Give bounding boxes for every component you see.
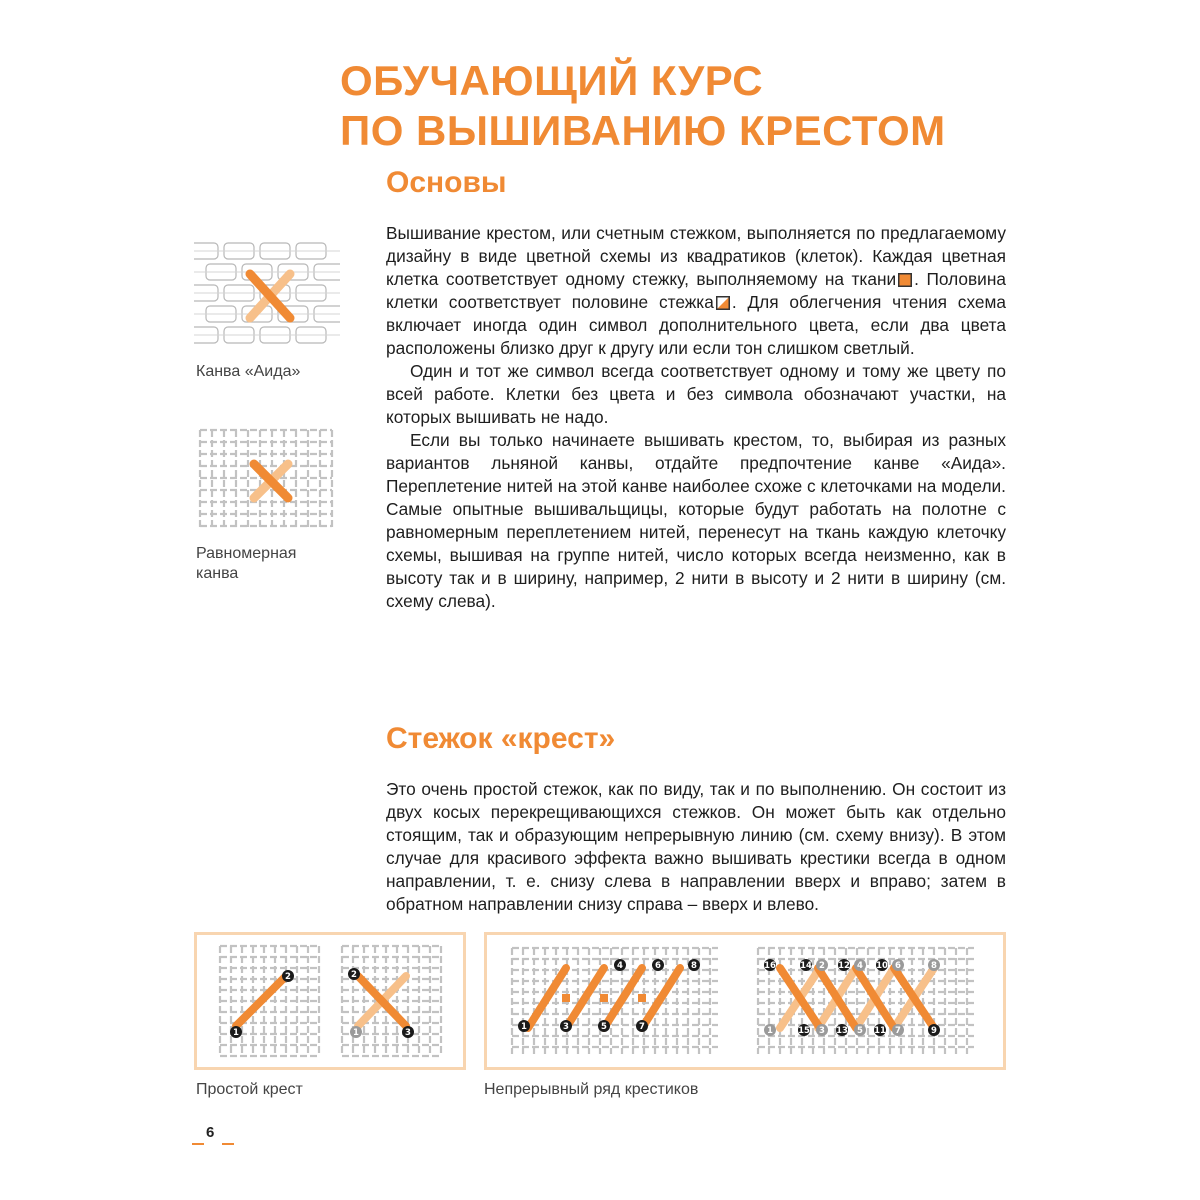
stitch-point-number: 11	[874, 1026, 886, 1036]
stitch-point-number: 6	[655, 961, 661, 971]
stitch-point-number: 3	[563, 1022, 569, 1032]
even-weave-figure	[194, 424, 340, 536]
stitch-point-number: 2	[285, 972, 291, 982]
stitch-point-number: 1	[233, 1028, 239, 1038]
page-title	[340, 56, 946, 156]
stitch-point-number: 4	[617, 961, 623, 971]
stitch-point-number: 1	[353, 1028, 359, 1038]
basics-paragraph-2: Один и тот же символ всегда соответствует одному и тому же цвету по всей работе. Клетки без цвета и без символа обозначают участки, на которых вышивать не надо.	[386, 361, 1006, 427]
page-number-bar-right	[222, 1143, 234, 1145]
simple-cross-caption: Простой крест	[196, 1081, 303, 1098]
stitch-point-number: 1	[521, 1022, 527, 1032]
cross-stitch-paragraph: Это очень простой стежок, как по виду, так и по выполнению. Он состоит из двух косых перекрещивающихся стежков. Он может быть как отдельно стоящим, так и образующим непрерывную линию (см. схему внизу). В этом случае для красивого эффекта важно вышивать крестики всегда в одном направлении, т. е. снизу слева в направлении вверх и вправо; затем в обратном направлении снизу справа – вверх и влево.	[386, 779, 1006, 914]
cross-stitch-text	[386, 778, 1006, 916]
cross-stitch-heading: Стежок «крест»	[386, 722, 616, 755]
row-diagonal-stitch	[642, 968, 680, 1028]
page-number: 6	[206, 1124, 215, 1141]
stitch-point-number: 8	[691, 961, 697, 971]
simple-cross-figure	[194, 932, 466, 1070]
stitch-point-number: 16	[764, 961, 776, 971]
page-title-line-1: ОБУЧАЮЩИЙ КУРС	[340, 57, 764, 104]
stitch-point-number: 13	[836, 1026, 848, 1036]
stitch-point-number: 8	[931, 961, 937, 971]
half-stitch-swatch-icon	[716, 296, 730, 310]
row-stitch-marker	[562, 994, 570, 1002]
row-stitch-marker	[600, 994, 608, 1002]
stitch-point-number: 5	[857, 1026, 863, 1036]
stitch-point-number: 4	[857, 961, 863, 971]
stitch-point-number: 1	[767, 1026, 773, 1036]
stitch-point-number: 3	[819, 1026, 825, 1036]
stitch-point-number: 7	[639, 1022, 645, 1032]
aida-caption: Канва «Аида»	[196, 363, 301, 380]
stitch-point-number: 3	[405, 1028, 411, 1038]
stitch-point-number: 15	[798, 1026, 810, 1036]
continuous-row-caption: Непрерывный ряд крестиков	[484, 1081, 699, 1098]
simple-cross-grid	[220, 946, 442, 1056]
stitch-point-number: 12	[838, 961, 850, 971]
aida-canvas-figure	[194, 240, 340, 346]
basics-text	[386, 222, 1006, 613]
basics-heading: Основы	[386, 166, 507, 199]
stitch-point-number: 6	[895, 961, 901, 971]
basics-p1-part-b: . Половина клетки соответствует половине стежка	[386, 269, 1006, 312]
continuous-row-figure	[484, 932, 1006, 1070]
even-weave-caption: Равномерная канва	[196, 545, 297, 582]
basics-paragraph-3: Если вы только начинаете вышивать крестом, то, выбирая из разных вариантов льняной канвы, отдайте предпочтение канве «Аида». Переплетение нитей на этой канве наиболее схоже с клеточками на модели. Самые опытные вышивальщицы, которые будут работать на полотне с равномерным переплетением нитей, перенесут на ткань каждую клеточку схемы, вышивая на группе нитей, число которых всегда неизменно, как в высоту так и в ширину, например, 2 нити в высоту и 2 нити в ширину (см. схему слева).	[386, 430, 1006, 611]
basics-p1-part-a: Вышивание крестом, или счетным стежком, выполняется по предлагаемому дизайну в виде цветной схемы из квадратиков (клеток). Каждая цветная клетка соответствует одному стежку, выполняемому на ткани	[386, 223, 1006, 289]
full-stitch-swatch-icon	[898, 273, 912, 287]
stitch-point-number: 7	[895, 1026, 901, 1036]
stitch-point-number: 9	[931, 1026, 937, 1036]
stitch-point-number: 2	[819, 961, 825, 971]
stitch-point-number: 2	[351, 970, 357, 980]
basics-paragraph-1	[386, 222, 1006, 360]
row-stitch-marker	[638, 994, 646, 1002]
page-number-bar-left	[192, 1143, 204, 1145]
stitch-point-number: 10	[876, 961, 888, 971]
stitch-point-number: 5	[601, 1022, 607, 1032]
row-diagonal-stitch	[566, 968, 604, 1028]
stitch-point-number: 14	[800, 961, 812, 971]
page-title-line-2: ПО ВЫШИВАНИЮ КРЕСТОМ	[340, 107, 946, 154]
basics-p1-part-c: . Для облегчения чтения схема включает иногда один символ дополнительного цвета, если два цвета расположены близко друг к другу или если тон слишком светлый.	[386, 292, 1006, 358]
